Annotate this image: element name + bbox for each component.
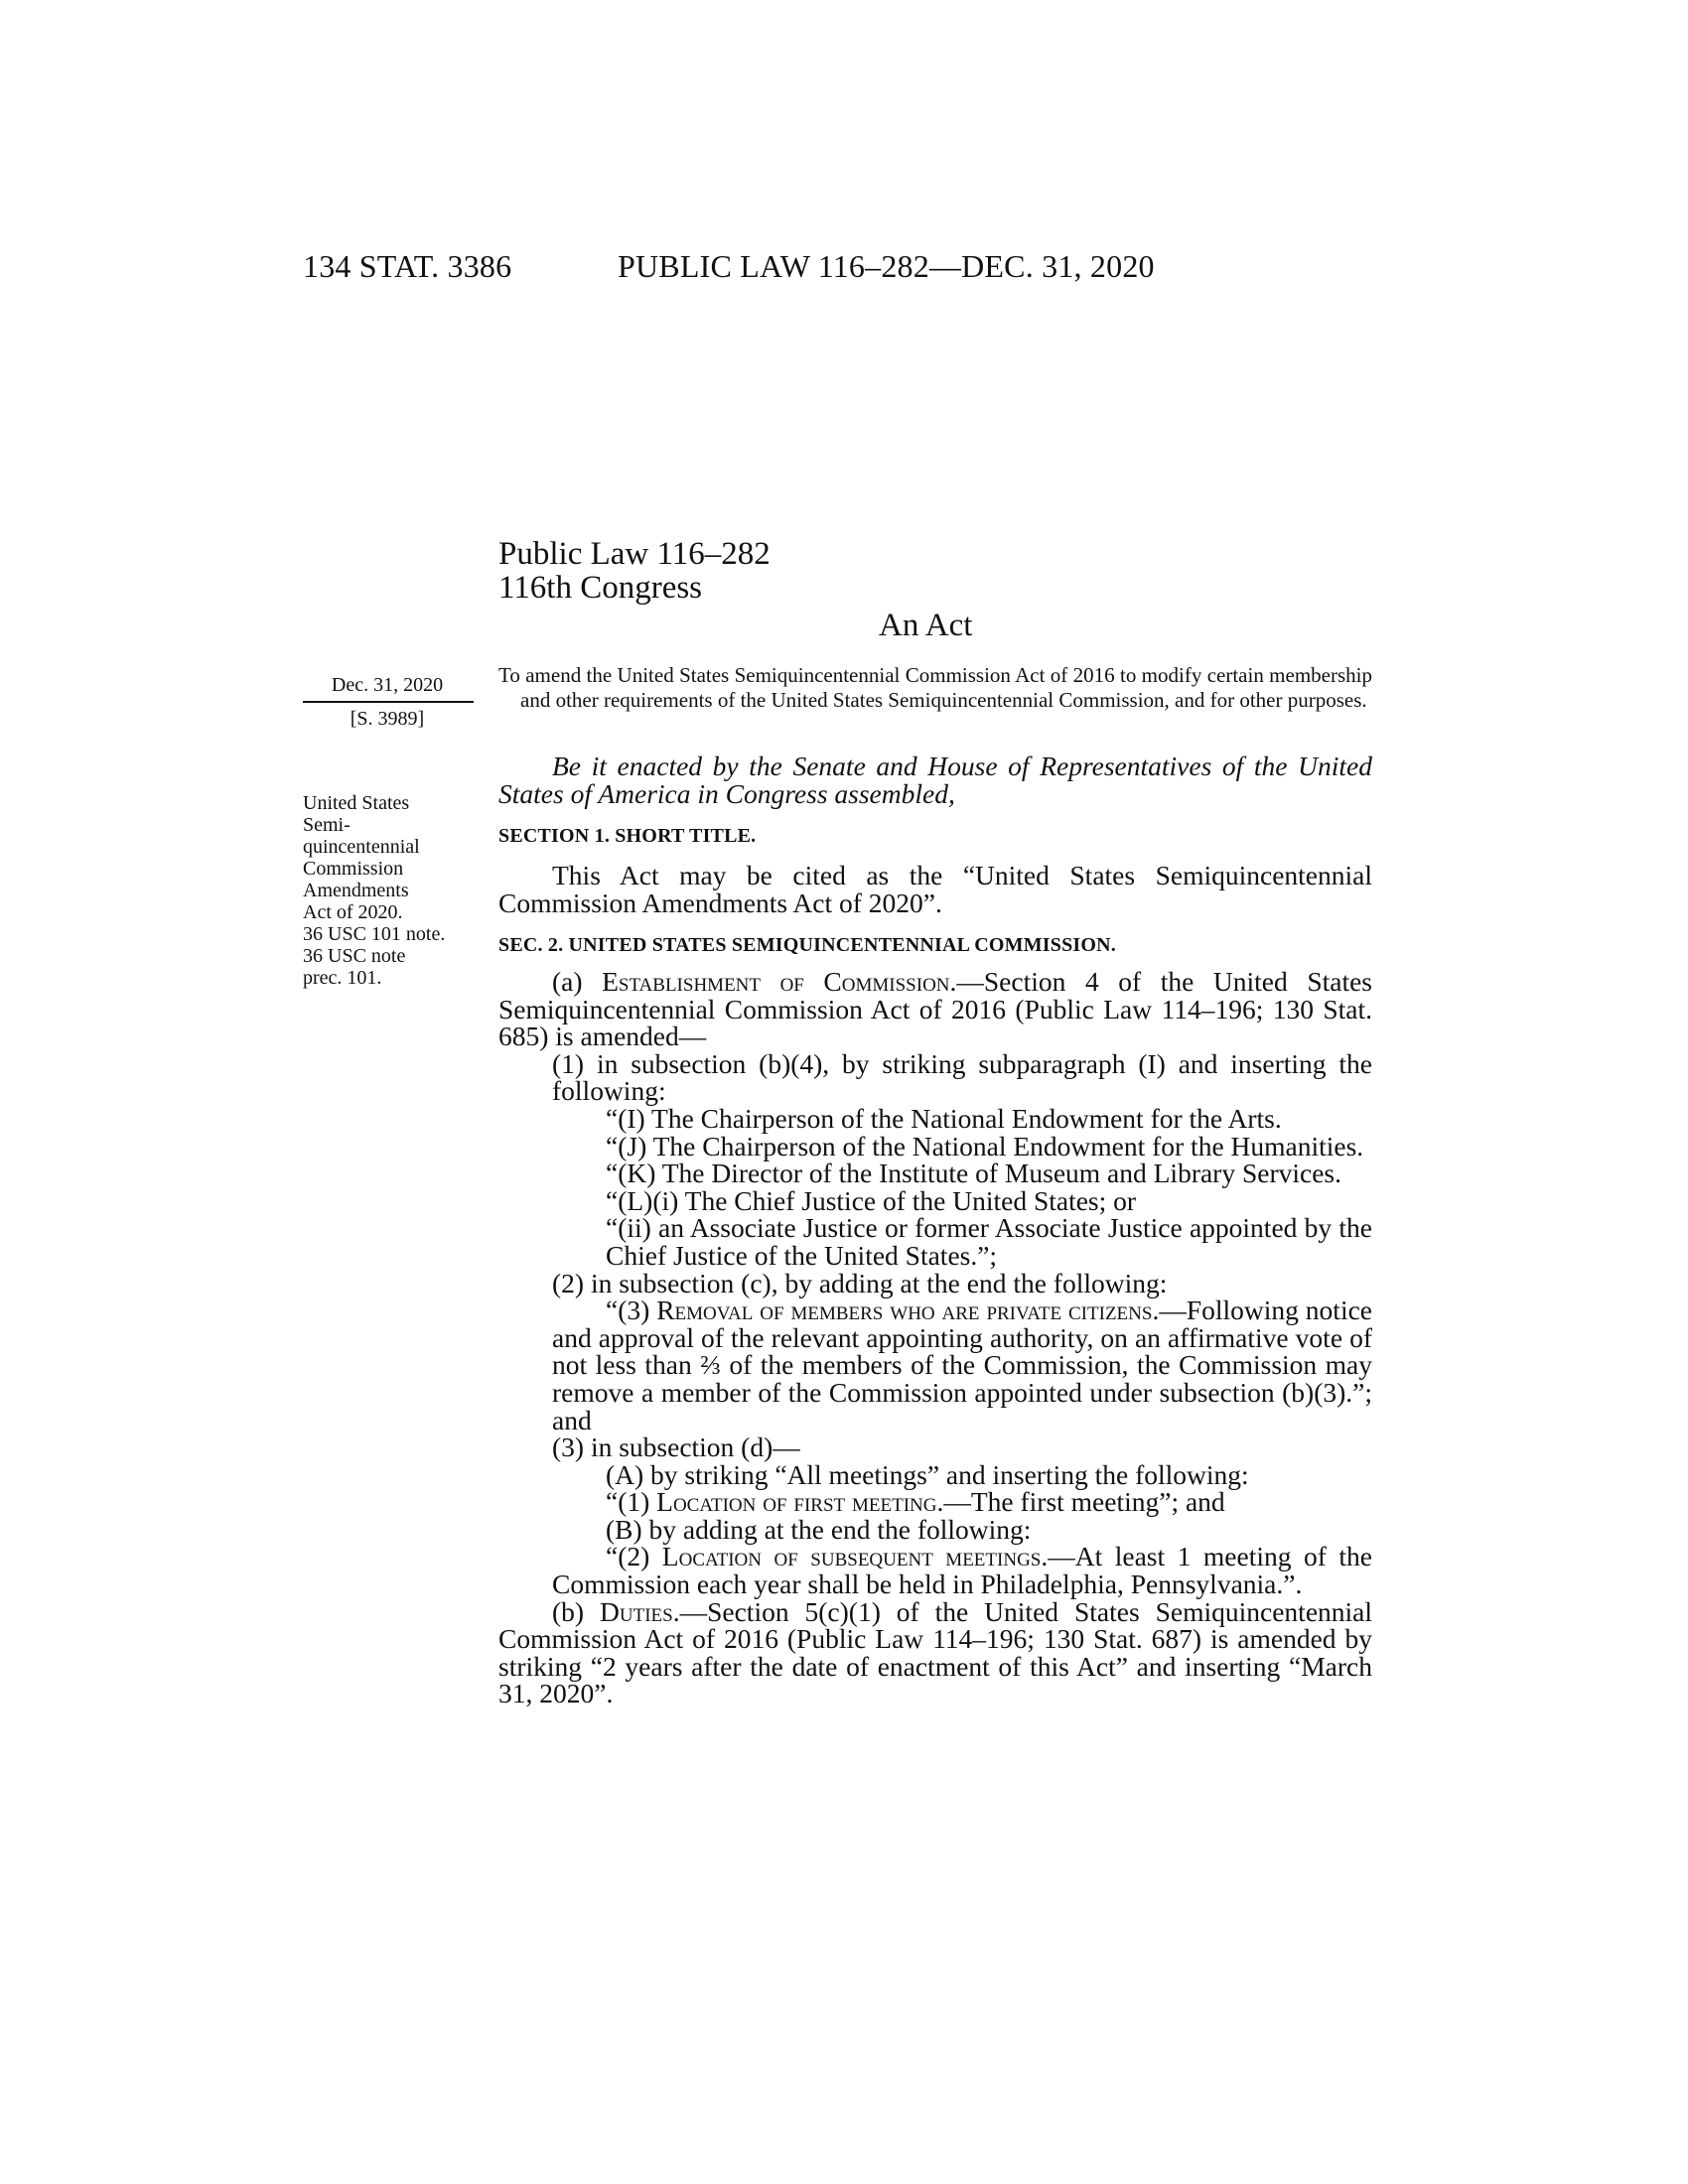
margin-note-line: 36 USC 101 note. — [303, 923, 446, 945]
enactment-date: Dec. 31, 2020 — [331, 674, 444, 696]
paragraph-1: (1) in subsection (b)(4), by striking subparagraph (I) and inserting the following: — [552, 1047, 1372, 1107]
margin-note-line: prec. 101. — [303, 967, 382, 989]
section-1 — [498, 824, 1372, 848]
subparagraph-a: (A) by striking “All meetings” and inserting the following: — [606, 1458, 1249, 1490]
clause-k: “(K) The Director of the Institute of Museum and Library Services. — [606, 1158, 1341, 1189]
stat-page-number: 134 STAT. 3386 — [303, 248, 512, 284]
margin-note-line: Commission — [303, 858, 404, 880]
margin-notes — [303, 792, 482, 989]
clause-i: “(I) The Chairperson of the National Endowment for the Arts. — [606, 1102, 1282, 1134]
first-meeting-caption: Location of first meeting — [656, 1486, 937, 1518]
public-law-number: Public Law 116–282 — [498, 536, 771, 572]
section-2 — [498, 933, 1372, 957]
margin-note-line: Amendments — [303, 880, 409, 901]
paragraph-2: (2) in subsection (c), by adding at the end the following: — [552, 1267, 1168, 1298]
running-title: PUBLIC LAW 116–282—DEC. 31, 2020 — [618, 248, 1155, 284]
date-divider — [303, 701, 474, 703]
section-2-body — [498, 968, 1372, 1707]
clause-l-ii: “(ii) an Associate Justice or former Associate Justice appointed by the Chief Justice of the United States.”; — [606, 1212, 1372, 1271]
margin-note-line: United States — [303, 792, 410, 814]
enacting-clause: Be it enacted by the Senate and House of Representatives of the United States of America in Congress assembled, — [498, 751, 1372, 809]
section-2-heading: SEC. 2. UNITED STATES SEMIQUINCENTENNIAL COMMISSION. — [498, 934, 1117, 956]
subsection-a-text: .—Section 4 of the United States Semiquincentennial Commission Act of 2016 (Public Law 114–196; 130 Stat. 685) is amended— — [498, 966, 1373, 1052]
margin-note-line: Act of 2020. — [303, 901, 403, 923]
subsection-b-caption: Duties — [600, 1595, 673, 1627]
section-1-heading: SECTION 1. SHORT TITLE. — [498, 825, 757, 847]
location-first-meeting: “(1) Location of first meeting.—The first meeting”; and — [606, 1486, 1225, 1518]
removal-of-members: “(3) Removal of members who are private citizens.—Following notice and approval of the relevant appointing authority, on an affirmative vote of not less than ⅔ of the members of the Commission, the Commission may remove a member of the Commission appointed under subsection (b)(3).”; and — [552, 1295, 1372, 1435]
paragraph-3: (3) in subsection (d)— — [552, 1432, 800, 1463]
margin-note-line: 36 USC note — [303, 945, 406, 967]
margin-note-line: quincentennial — [303, 836, 420, 858]
subsection-a-caption: Establishment of Commission — [602, 966, 950, 997]
subsection-a — [498, 968, 1372, 1050]
purpose-text: To amend the United States Semiquincentennial Commission Act of 2016 to modify certain membership and other requirements of the United States Semiquincentennial Commission, and for other purposes. — [498, 663, 1372, 712]
enacting-clause-block — [498, 752, 1372, 807]
section-1-body — [498, 862, 1372, 916]
purpose-block — [498, 663, 1372, 712]
clause-j: “(J) The Chairperson of the National Endowment for the Humanities. — [606, 1130, 1364, 1161]
margin-note-line: Semi- — [303, 814, 351, 836]
subsection-a-mark: (a) — [552, 966, 583, 997]
act-label: An Act — [879, 608, 973, 643]
subsequent-meetings-caption: Location of subsequent meetings — [661, 1541, 1042, 1572]
subsection-b: (b) Duties.—Section 5(c)(1) of the United States Semiquincentennial Commission Act of 2016 (Public Law 114–196; 130 Stat. 687) is amended by striking “2 years after the date of enactment of this Act” and inserting “March 31, 2020”. — [498, 1595, 1373, 1709]
clause-l: “(L)(i) The Chief Justice of the United States; or — [606, 1184, 1137, 1216]
removal-caption: Removal of members who are private citizens — [656, 1295, 1153, 1326]
congress-number: 116th Congress — [498, 570, 703, 606]
section-1-text: This Act may be cited as the “United States Semiquincentennial Commission Amendments Act of 2020”. — [498, 860, 1372, 918]
location-subsequent-meetings: “(2) Location of subsequent meetings.—At least 1 meeting of the Commission each year shall be held in Philadelphia, Pennsylvania.”. — [552, 1541, 1373, 1600]
subparagraph-b: (B) by adding at the end the following: — [606, 1513, 1032, 1545]
bill-number: [S. 3989] — [350, 708, 425, 730]
